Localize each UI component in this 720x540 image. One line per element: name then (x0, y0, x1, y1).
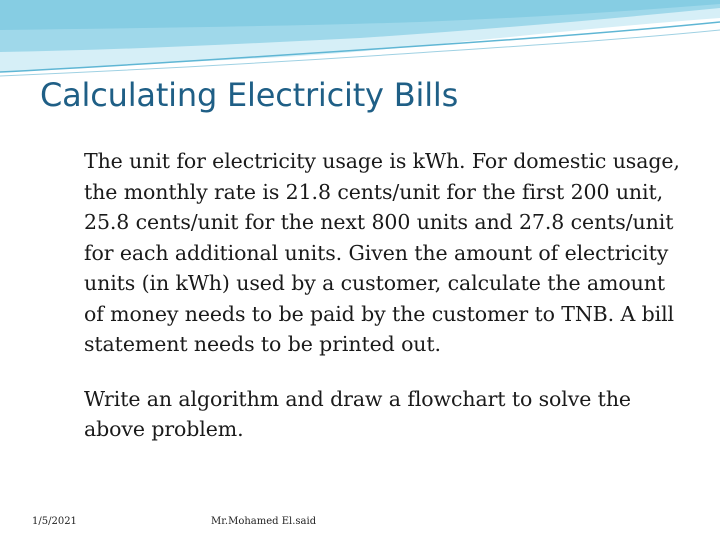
problem-description: The unit for electricity usage is kWh. For domestic usage, the monthly rate is 21.8 cents/unit for the first 200 unit, 25.8 cents/unit for the next 800 units and 27.8 cents/unit for each additional units. Given the amount of electricity units (in kWh) used by a customer, calculate the amount of money needs to be paid by the customer to TNB. A bill statement needs to be printed out. (84, 149, 680, 356)
slide-title: Calculating Electricity Bills (40, 76, 459, 114)
footer-author: Mr.Mohamed El.said (211, 516, 317, 527)
footer-date: 1/5/2021 (32, 516, 77, 527)
slide-body (84, 146, 684, 469)
task-instruction: Write an algorithm and draw a flowchart to solve the above problem. (84, 386, 631, 441)
